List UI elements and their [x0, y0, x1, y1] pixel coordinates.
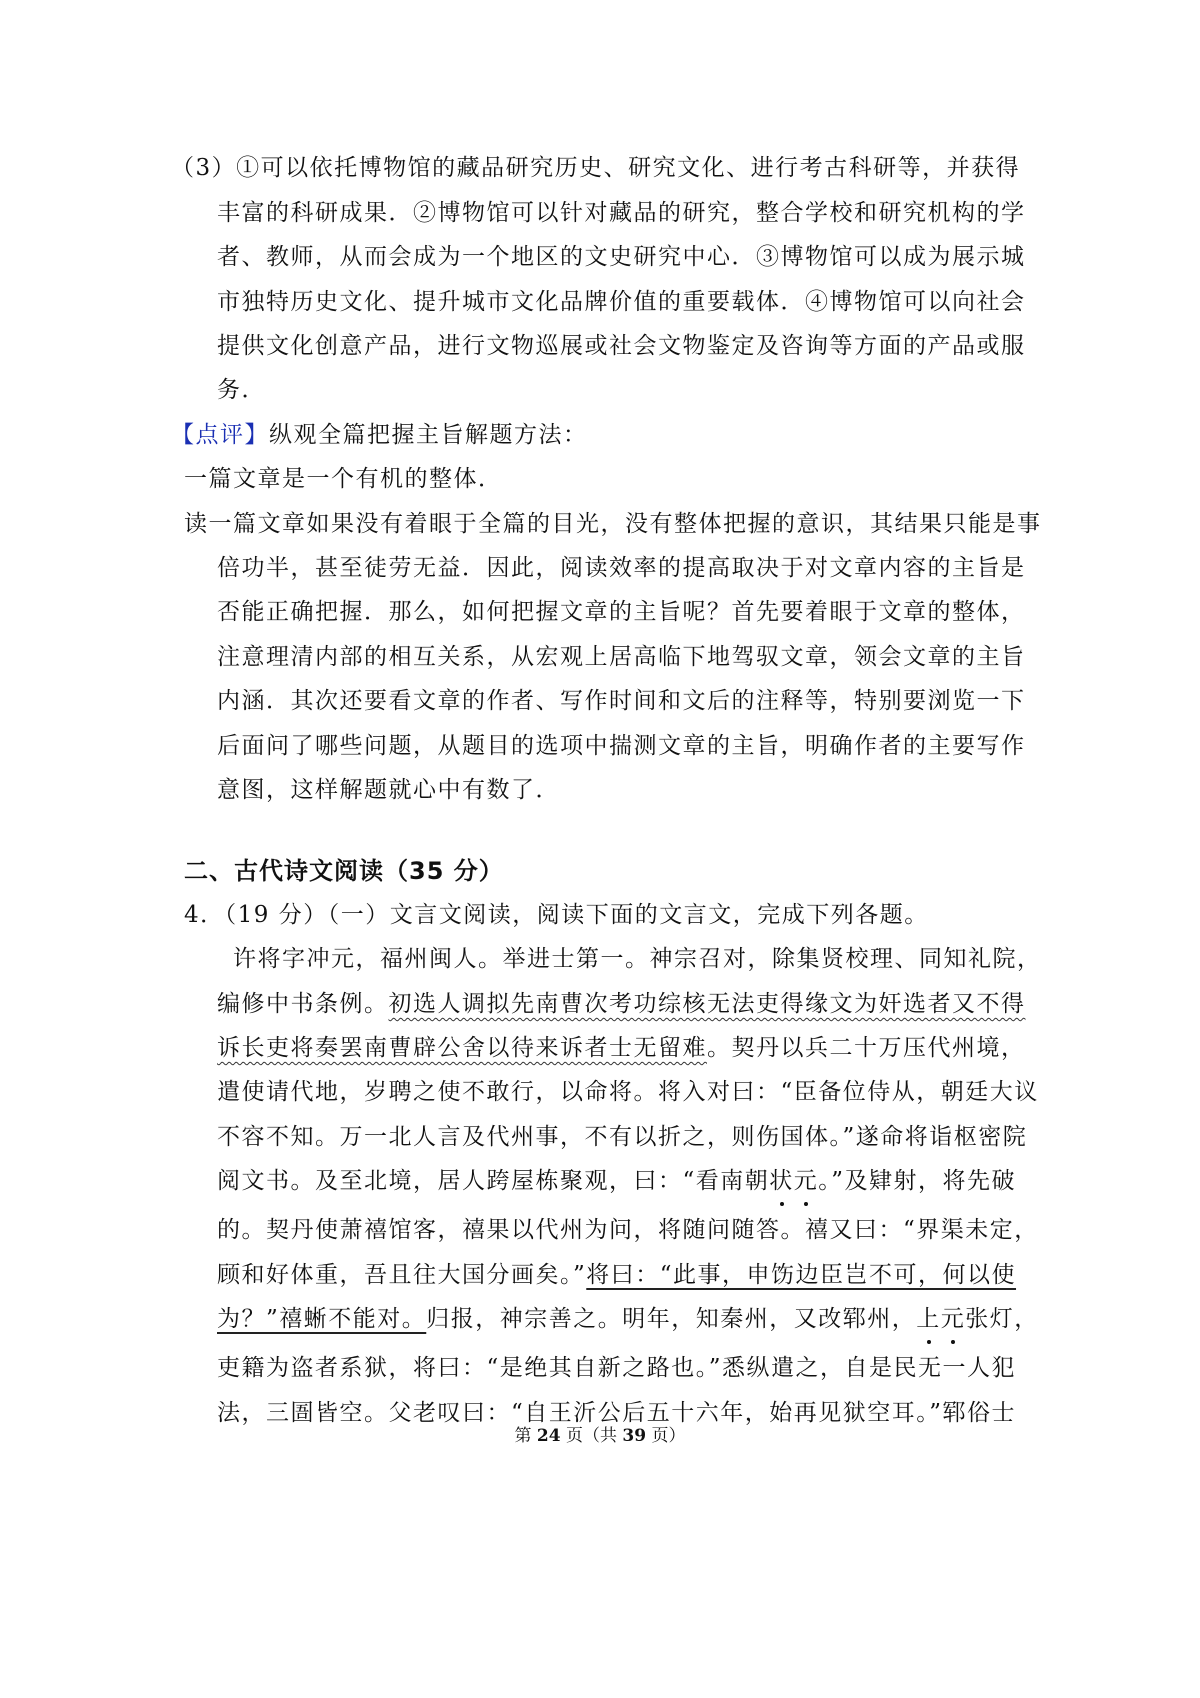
- passage-text: 顾和好体重，吾且往大国分画矣。”: [217, 1262, 587, 1288]
- passage-line-9: [217, 1302, 1039, 1336]
- passage-line-4: 遣使请代地，岁聘之使不敢行，以命将。将入对曰：“臣备位侍从，朝廷大议: [217, 1079, 1039, 1105]
- answer3-line-3: 者、教师，从而会成为一个地区的文史研究中心．③博物馆可以成为展示城: [217, 244, 1026, 270]
- dotted-character: 元: [940, 1306, 966, 1332]
- section-title: 二、古代诗文阅读（35 分）: [184, 857, 504, 885]
- comment-heading-text: 纵观全篇把握主旨解题方法：: [269, 422, 588, 448]
- passage-text: 张灯，: [965, 1306, 1039, 1332]
- passage-text: 法，三圄皆空。父老叹曰：“自王沂公后五十六年，始再见狱空耳。”郓俗士: [217, 1400, 1017, 1426]
- dotted-character: 上: [916, 1306, 941, 1332]
- passage-line-5: 不容不知。万一北人言及代州事，不有以折之，则伤国体。”遂命将诣枢密院: [217, 1124, 1028, 1150]
- comment-paragraph-2-line-5: 内涵．其次还要看文章的作者、写作时间和文后的注释等，特别要浏览一下: [217, 688, 1026, 714]
- footer-text: 页（共: [560, 1426, 623, 1446]
- comment-paragraph-2-line-1: 读一篇文章如果没有着眼于全篇的目光，没有整体把握的意识，其结果只能是事: [184, 511, 1042, 537]
- passage-text: 吏籍为盗者系狱，将曰：“是绝其自新之路也。”悉纵遣之，自是民无一人犯: [217, 1355, 1017, 1381]
- footer-text: 第: [514, 1426, 537, 1446]
- comment-label: 【点评】: [171, 422, 269, 448]
- comment-paragraph-2-line-3: 否能正确把握．那么，如何把握文章的主旨呢？首先要着眼于文章的整体，: [217, 599, 1026, 625]
- comment-paragraph-2-line-6: 后面问了哪些问题，从题目的选项中揣测文章的主旨，明确作者的主要写作: [217, 733, 1026, 759]
- comment-paragraph-2-line-2: 倍功半，甚至徒劳无益．因此，阅读效率的提高取决于对文章内容的主旨是: [217, 555, 1026, 581]
- passage-line-6: [217, 1164, 1016, 1198]
- answer3-line-4: 市独特历史文化、提升城市文化品牌价值的重要载体．④博物馆可以向社会: [217, 289, 1026, 315]
- answer3-line-6: 务．: [217, 377, 266, 403]
- passage-line-3: [217, 1031, 1026, 1065]
- answer3-line-1: （3）①可以依托博物馆的藏品研究历史、研究文化、进行考古科研等，并获得: [171, 155, 1021, 181]
- passage-text: 阅文书。及至北境，居人跨屋栋聚观，曰：“看南朝: [217, 1168, 770, 1194]
- wavy-underlined-sentence: 诉长吏将奏罢南曹辟公舍以待来诉者士无留难: [217, 1035, 707, 1061]
- page-total: 39: [622, 1426, 647, 1446]
- passage-text: 归报，神宗善之。明年，知秦州，又改郓州，: [426, 1306, 917, 1332]
- passage-line-2: [217, 987, 1026, 1021]
- dotted-character: 元: [793, 1168, 819, 1194]
- footer-text: 页）: [646, 1426, 686, 1446]
- passage-line-1: 许将字冲元，福州闽人。举进士第一。神宗召对，除集贤校理、同知礼院，: [233, 946, 1042, 972]
- underlined-sentence: 将曰：“此事，申饬边臣岂不可，何以使: [586, 1262, 1017, 1288]
- underlined-sentence: 为？”禧蜥不能对。: [217, 1306, 427, 1332]
- question-4-stem: 4．（19 分）（一）文言文阅读，阅读下面的文言文，完成下列各题。: [184, 902, 929, 928]
- passage-line-8: [217, 1258, 1016, 1292]
- passage-line-10: [217, 1351, 1016, 1385]
- answer3-line-5: 提供文化创意产品，进行文物巡展或社会文物鉴定及咨询等方面的产品或服: [217, 333, 1026, 359]
- comment-heading: [171, 418, 588, 452]
- passage-text: 。契丹以兵二十万压代州境，: [707, 1035, 1026, 1061]
- comment-paragraph-2-line-7: 意图，这样解题就心中有数了．: [217, 777, 560, 803]
- answer3-line-2: 丰富的科研成果．②博物馆可以针对藏品的研究，整合学校和研究机构的学: [217, 200, 1026, 226]
- wavy-underlined-sentence: 初选人调拟先南曹次考功综核无法吏得缘文为奸选者又不得: [388, 991, 1026, 1017]
- passage-line-7: 的。契丹使萧禧馆客，禧果以代州为问，将随问随答。禧又曰：“界渠未定，: [217, 1217, 1039, 1243]
- dotted-character: 状: [769, 1168, 794, 1194]
- passage-text: 。”及肄射，将先破: [818, 1168, 1017, 1194]
- comment-paragraph-1: 一篇文章是一个有机的整体．: [184, 466, 503, 492]
- comment-paragraph-2-line-4: 注意理清内部的相互关系，从宏观上居高临下地驾驭文章，领会文章的主旨: [217, 644, 1026, 670]
- passage-text: 编修中书条例。: [217, 991, 389, 1017]
- page-number: 24: [536, 1426, 561, 1446]
- page-footer: [0, 1424, 1200, 1448]
